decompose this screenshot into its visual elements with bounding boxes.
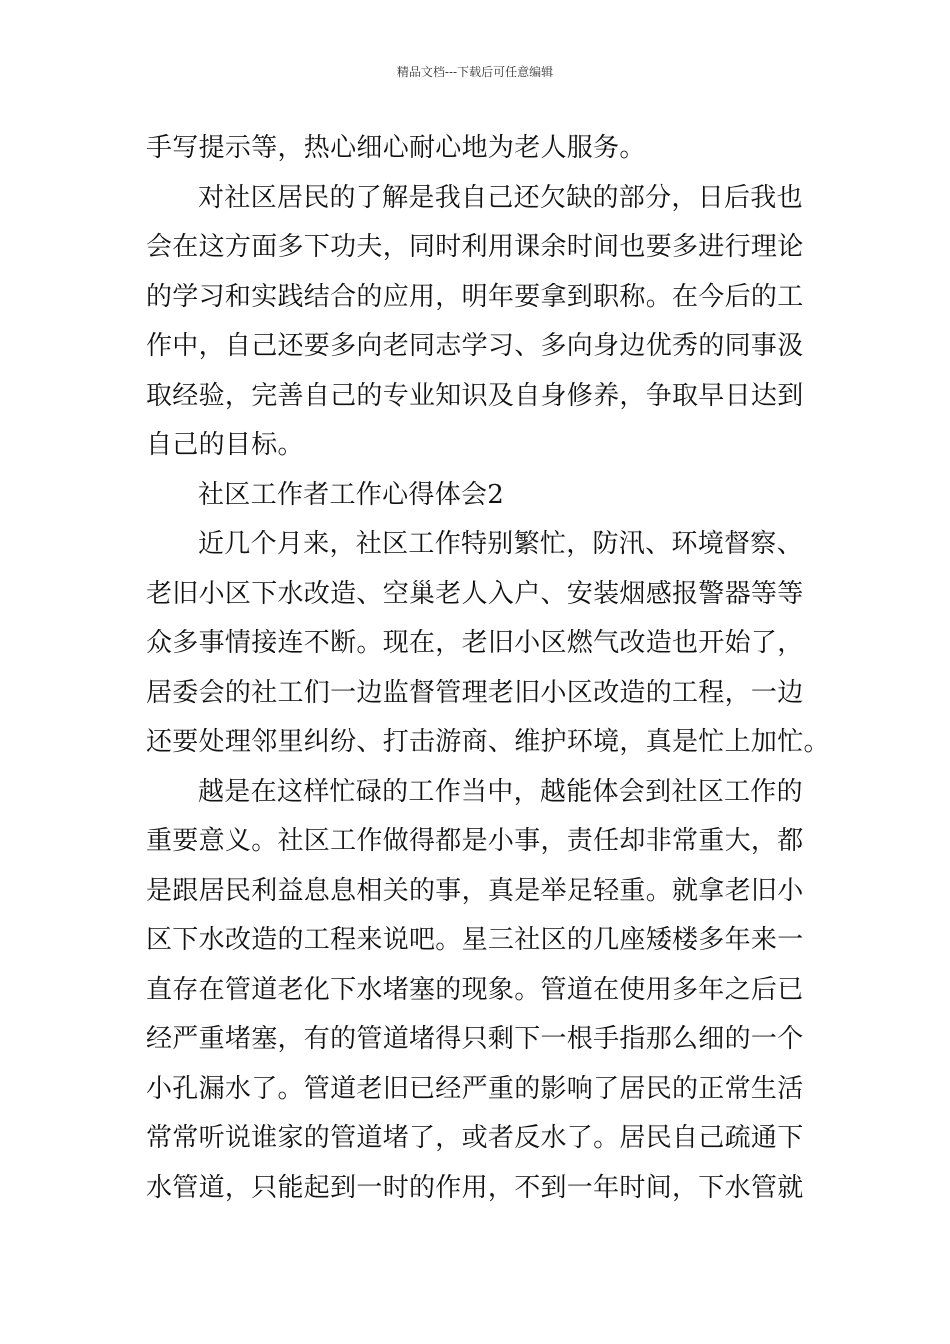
paragraph-line: 会在这方面多下功夫，同时利用课余时间也要多进行理论 [146,232,804,262]
paragraph-line: 常常听说谁家的管道堵了，或者反水了。居民自己疏通下 [146,1123,804,1153]
paragraph-line: 直存在管道老化下水堵塞的现象。管道在使用多年之后已 [146,974,804,1005]
paragraph-line: 区下水改造的工程来说吧。星三社区的几座矮楼多年来一 [146,925,804,955]
paragraph-first-line: 社区工作者工作心得体会2 [198,479,505,510]
paragraph-line: 众多事情接连不断。现在，老旧小区燃气改造也开始了， [146,628,804,658]
paragraph-line: 重要意义。社区工作做得都是小事，责任却非常重大，都 [146,826,804,856]
paragraph-line: 作中，自己还要多向老同志学习、多向身边优秀的同事汲 [146,331,804,361]
paragraph-line: 的学习和实践结合的应用，明年要拿到职称。在今后的工 [146,281,804,312]
paragraph-first-line: 越是在这样忙碌的工作当中，越能体会到社区工作的 [198,776,803,807]
paragraph-line: 是跟居民利益息息相关的事，真是举足轻重。就拿老旧小 [146,875,804,906]
paragraph-line: 取经验，完善自己的专业知识及自身修养，争取早日达到 [146,380,804,411]
document-body [146,124,830,1213]
paragraph-first-line: 对社区居民的了解是我自己还欠缺的部分，日后我也 [198,182,803,213]
paragraph-line: 水管道，只能起到一时的作用，不到一年时间，下水管就 [146,1172,804,1203]
paragraph-line: 老旧小区下水改造、空巢老人入户、安装烟感报警器等等 [146,578,804,609]
paragraph-first-line: 近几个月来，社区工作特别繁忙，防汛、环境督察、 [198,529,803,559]
paragraph-line: 还要处理邻里纠纷、打击游商、维护环境，真是忙上加忙。 [146,727,830,757]
paragraph-line: 手写提示等，热心细心耐心地为老人服务。 [146,133,646,163]
page-header: 精品文档---下载后可任意编辑 [396,65,554,79]
paragraph-line: 经严重堵塞，有的管道堵得只剩下一根手指那么细的一个 [146,1024,804,1054]
paragraph-line: 居委会的社工们一边监督管理老旧小区改造的工程，一边 [146,677,804,708]
paragraph-line: 自己的目标。 [146,430,304,460]
paragraph-line: 小孔漏水了。管道老旧已经严重的影响了居民的正常生活 [146,1073,804,1104]
